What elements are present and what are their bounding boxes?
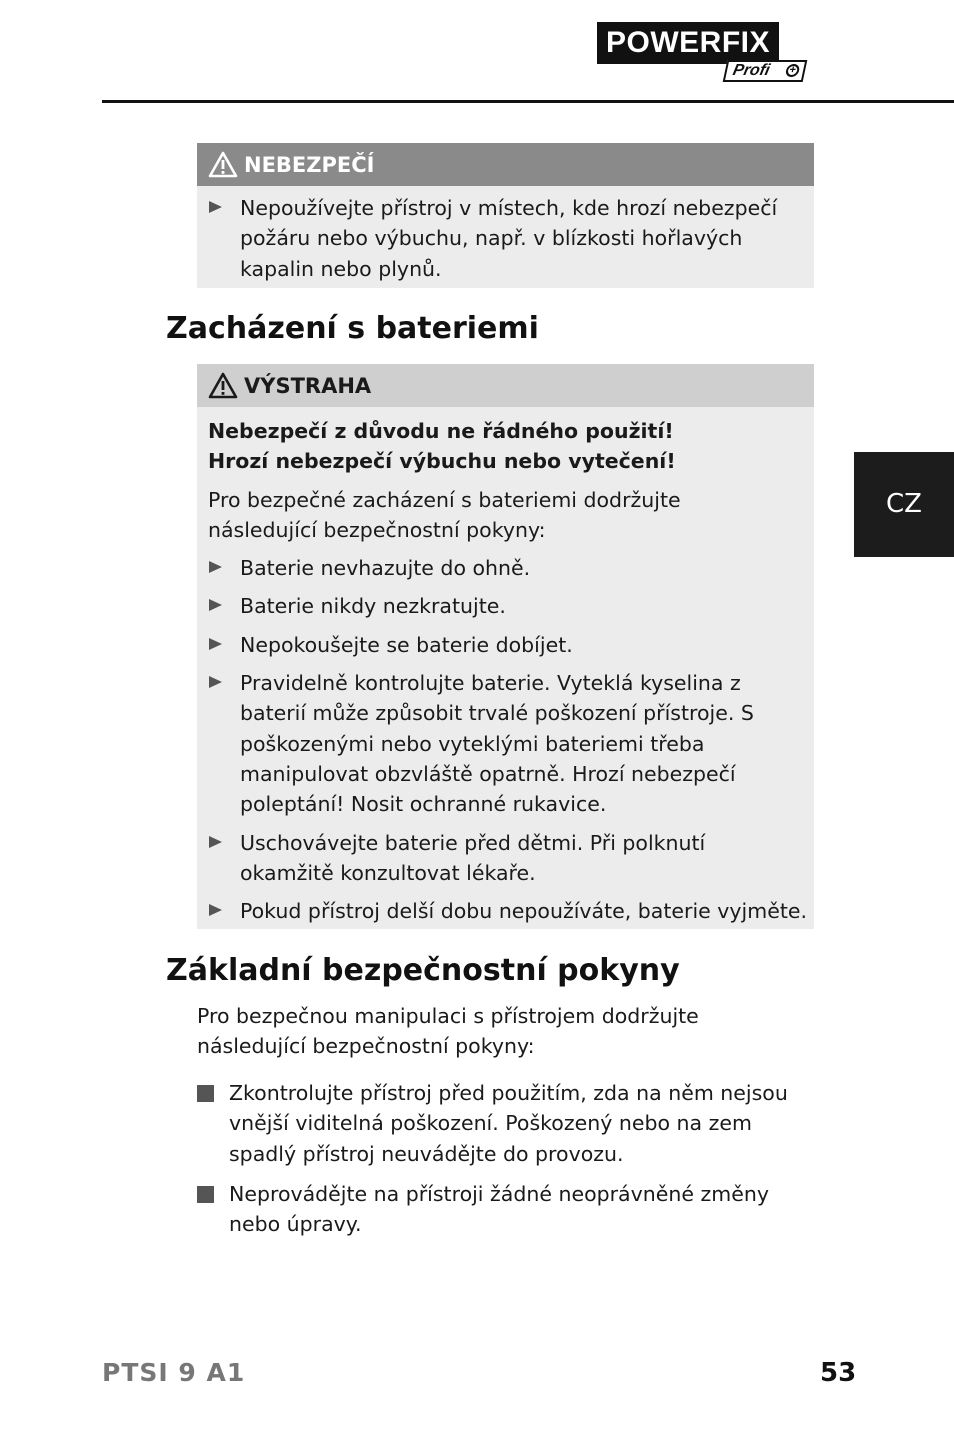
list-item-text: Neprovádějte na přístroji žádné neoprávněné změny nebo úpravy. xyxy=(229,1182,769,1237)
plus-icon: + xyxy=(785,64,801,77)
warning-header xyxy=(197,364,814,407)
list-item xyxy=(197,591,814,621)
arrow-bullet-icon xyxy=(209,201,222,213)
danger-heading: NEBEZPEČÍ xyxy=(244,152,375,177)
list-item-text: Baterie nikdy nezkratujte. xyxy=(240,594,506,619)
arrow-bullet-icon xyxy=(209,599,222,611)
list-item-text: Pravidelně kontrolujte baterie. Vyteklá kyselina z baterií může způsobit trvalé poškození přístroje. S poškozenými nebo vyteklými bateriemi třeba manipulovat obzvláště opatrně. Hrozí nebezpečí poleptání! Nosit ochranné rukavice. xyxy=(240,671,754,817)
arrow-bullet-icon xyxy=(209,904,222,916)
square-bullet-icon xyxy=(197,1186,214,1203)
list-item xyxy=(197,896,814,926)
list-item xyxy=(197,668,814,819)
list-item xyxy=(197,1078,817,1169)
footer-model: PTSI 9 A1 xyxy=(102,1358,246,1387)
list-item xyxy=(197,1179,817,1240)
warning-triangle-icon xyxy=(208,372,238,399)
page-number: 53 xyxy=(820,1358,857,1388)
section-intro: Pro bezpečnou manipulaci s přístrojem dodržujte následující bezpečnostní pokyny: xyxy=(197,1004,699,1059)
list-item xyxy=(197,553,814,583)
arrow-bullet-icon xyxy=(209,836,222,848)
list-item xyxy=(197,193,814,284)
list-item-text: Nepokoušejte se baterie dobíjet. xyxy=(240,632,573,657)
arrow-bullet-icon xyxy=(209,676,222,688)
arrow-bullet-icon xyxy=(209,638,222,650)
list-item-text: Zkontrolujte přístroj před použitím, zda na něm nejsou vnější viditelná poškození. Poškozený nebo na zem spadlý přístroj neuvádějte do provozu. xyxy=(229,1081,788,1166)
language-tab: CZ xyxy=(854,452,954,557)
list-item-text: Nepoužívejte přístroj v místech, kde hrozí nebezpečí požáru nebo výbuchu, např. v blízkosti hořlavých kapalin nebo plynů. xyxy=(240,196,778,281)
square-bullet-icon xyxy=(197,1085,214,1102)
registered-mark: ® xyxy=(771,22,780,32)
list-item-text: Uschovávejte baterie před dětmi. Při polknutí okamžitě konzultovat lékaře. xyxy=(240,830,706,885)
powerfix-logo xyxy=(597,22,811,84)
logo-profi-badge xyxy=(723,60,808,82)
list-item-text: Pokud přístroj delší dobu nepoužíváte, baterie vyjměte. xyxy=(240,899,807,924)
section-title-safety: Základní bezpečnostní pokyny xyxy=(166,953,680,988)
warning-bold-line-1: Nebezpečí z důvodu ne řádného použití! xyxy=(208,419,674,443)
list-item xyxy=(197,828,814,889)
logo-profi-text: Profi xyxy=(731,62,772,79)
section-title-batteries: Zacházení s bateriemi xyxy=(166,311,539,346)
warning-intro: Pro bezpečné zacházení s bateriemi dodržujte následující bezpečnostní pokyny: xyxy=(208,487,681,542)
logo-wordmark: POWERFIX xyxy=(597,22,779,64)
list-item-text: Baterie nevhazujte do ohně. xyxy=(240,556,531,581)
arrow-bullet-icon xyxy=(209,561,222,573)
warning-triangle-icon xyxy=(208,151,238,178)
danger-box xyxy=(197,143,814,288)
danger-header xyxy=(197,143,814,186)
warning-heading: VÝSTRAHA xyxy=(244,373,372,398)
header-divider xyxy=(102,100,954,103)
list-item xyxy=(197,630,814,660)
warning-bold-line-2: Hrozí nebezpečí výbuchu nebo vytečení! xyxy=(208,449,676,474)
warning-box xyxy=(197,364,814,929)
